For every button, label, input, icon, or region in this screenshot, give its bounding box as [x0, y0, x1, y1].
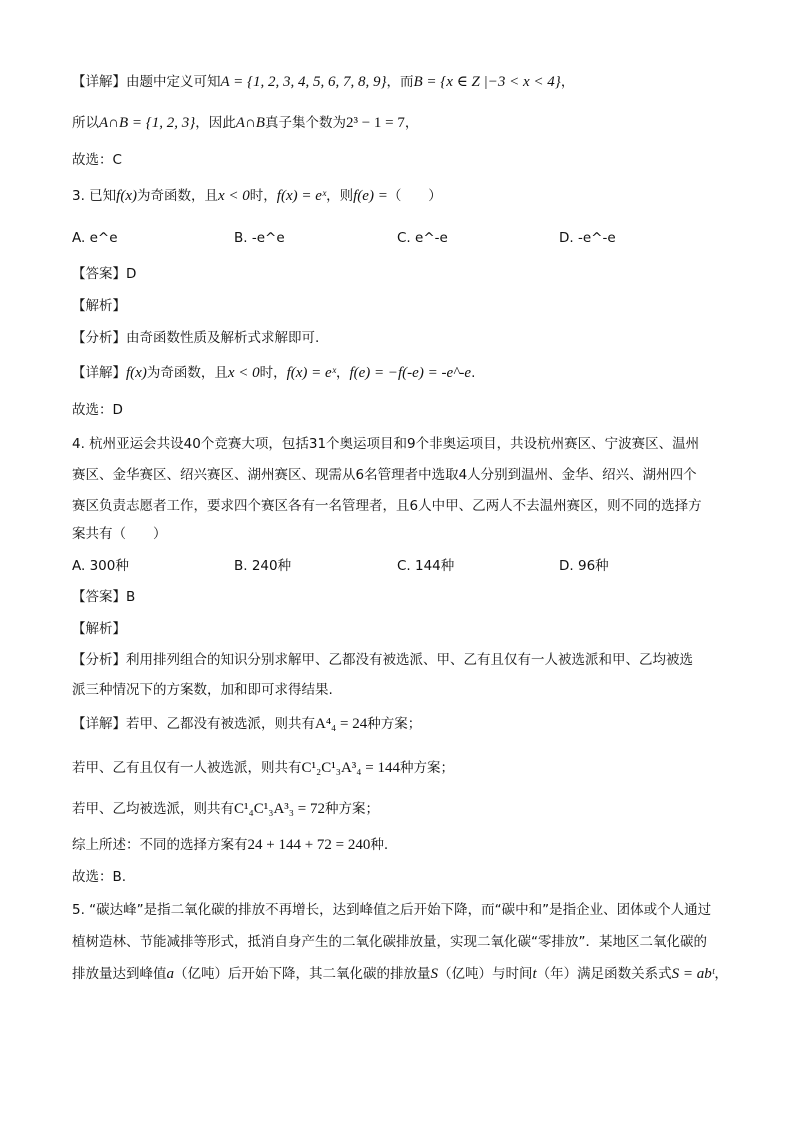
formula: f(x) = eˣ: [276, 188, 327, 204]
q4-analysis-line-2: 派三种情况下的方案数，加和即可求得结果.: [72, 682, 333, 698]
text: ，: [560, 74, 575, 90]
text: 时，: [259, 365, 287, 381]
q4-analysis-heading: 【解析】: [72, 621, 126, 637]
text: 【详解】由题中定义可知: [72, 74, 221, 90]
text: ，而: [386, 74, 414, 90]
text: ，: [335, 365, 350, 381]
text: 真子集个数为: [264, 115, 346, 131]
q4-option-d: D. 96种: [559, 558, 609, 574]
q3-option-b: B. -e^e: [234, 230, 285, 246]
text: 3. 已知: [72, 188, 117, 204]
q5-stem-line-1: 5. “碳达峰”是指二氧化碳的排放不再增长，达到峰值之后开始下降，而“碳中和”是指企业、团体或个人通过: [72, 902, 712, 918]
q4-stem-line-3: 赛区负责志愿者工作，要求四个赛区各有一名管理者，且6人中甲、乙两人不去温州赛区，则不同的选择方: [72, 498, 702, 514]
text: ，因此: [195, 115, 236, 131]
formula: x < 0: [218, 188, 250, 204]
q5-stem-line-2: 植树造林、节能减排等形式，抵消自身产生的二氧化碳排放量，实现二氧化碳“零排放”．某地区二氧化碳的: [72, 934, 707, 950]
text: 种方案；: [399, 760, 454, 776]
text: 排放量达到峰值: [72, 966, 167, 982]
formula: f(x): [116, 188, 137, 204]
formula: A∩B = {1, 2, 3}: [99, 115, 196, 131]
q4-option-a: A. 300种: [72, 558, 129, 574]
q4-option-b: B. 240种: [234, 558, 292, 574]
q3-option-c: C. e^-e: [397, 230, 448, 246]
q2-selection: 故选：C: [72, 152, 122, 168]
formula: C¹₄C¹₃A³₃ = 72: [234, 801, 325, 817]
q5-stem-line-3: [72, 964, 728, 984]
formula: t: [532, 966, 537, 982]
q3-option-d: D. -e^-e: [559, 230, 616, 246]
q4-analysis-line-1: 【分析】利用排列组合的知识分别求解甲、乙都没有被选派、甲、乙有且仅有一人被选派和甲、乙均被选: [72, 652, 693, 668]
text: 为奇函数，且: [137, 188, 218, 204]
q2-detail-line-2: [72, 113, 418, 133]
text: .: [471, 365, 476, 381]
q3-answer: 【答案】D: [72, 266, 137, 282]
text: （ ）: [387, 188, 442, 204]
q4-selection: 故选：B.: [72, 869, 127, 885]
q3-analysis-heading: 【解析】: [72, 298, 126, 314]
text: （亿吨）与时间: [438, 966, 533, 982]
q4-option-c: C. 144种: [397, 558, 455, 574]
formula: B = {x ∈ Z |−3 < x < 4}: [413, 74, 561, 90]
formula: A⁴₄ = 24: [315, 716, 368, 732]
q3-detail: [72, 363, 475, 383]
formula: S: [430, 966, 438, 982]
text: 综上所述：不同的选择方案有: [72, 837, 248, 853]
q4-answer: 【答案】B: [72, 589, 136, 605]
formula: f(x) = eˣ: [286, 365, 336, 381]
q3-option-a: A. e^e: [72, 230, 118, 246]
formula: A∩B: [235, 115, 265, 131]
text: 【详解】若甲、乙都没有被选派，则共有: [72, 716, 315, 732]
formula: 24 + 144 + 72 = 240: [247, 837, 371, 853]
q4-summary: [72, 835, 388, 855]
text: （亿吨）后开始下降，其二氧化碳的排放量: [174, 966, 431, 982]
q4-stem-line-4: 案共有（ ）: [72, 526, 167, 542]
formula: a: [166, 966, 174, 982]
text: 种方案；: [324, 801, 379, 817]
text: ，则: [326, 188, 354, 204]
formula: f(x): [126, 365, 147, 381]
q3-analysis: 【分析】由奇函数性质及解析式求解即可.: [72, 330, 320, 346]
formula: x < 0: [227, 365, 260, 381]
formula: f(e) =: [353, 188, 388, 204]
text: 为奇函数，且: [146, 365, 228, 381]
q4-stem-line-1: 4. 杭州亚运会共设40个竞赛大项，包括31个奥运项目和9个非奥运项目，共设杭州赛区、宁波赛区、温州: [72, 436, 700, 452]
text: 若甲、乙均被选派，则共有: [72, 801, 234, 817]
q4-detail-line-1: [72, 714, 421, 734]
text: 所以: [72, 115, 99, 131]
text: 种.: [370, 837, 389, 853]
q4-detail-line-2: [72, 758, 454, 778]
formula: A = {1, 2, 3, 4, 5, 6, 7, 8, 9}: [220, 74, 387, 90]
q2-detail-line-1: [72, 72, 574, 92]
formula: S = abᵗ: [671, 966, 715, 982]
text: 若甲、乙有且仅有一人被选派，则共有: [72, 760, 302, 776]
text: 时，: [249, 188, 277, 204]
text: （年）满足函数关系式: [536, 966, 672, 982]
formula: 2³ − 1 = 7: [345, 115, 405, 131]
q3-stem: [72, 186, 442, 206]
text: 种方案；: [367, 716, 422, 732]
formula: C¹₂C¹₃A³₄ = 144: [301, 760, 400, 776]
q4-detail-line-3: [72, 799, 379, 819]
formula: f(e) = −f(-e) = -e^-e: [349, 365, 472, 381]
text: ，: [404, 115, 419, 131]
q3-selection: 故选：D: [72, 402, 123, 418]
text: ，: [714, 966, 728, 982]
text: 【详解】: [72, 365, 126, 381]
q4-stem-line-2: 赛区、金华赛区、绍兴赛区、湖州赛区、现需从6名管理者中选取4人分别到温州、金华、绍兴、湖州四个: [72, 467, 697, 483]
